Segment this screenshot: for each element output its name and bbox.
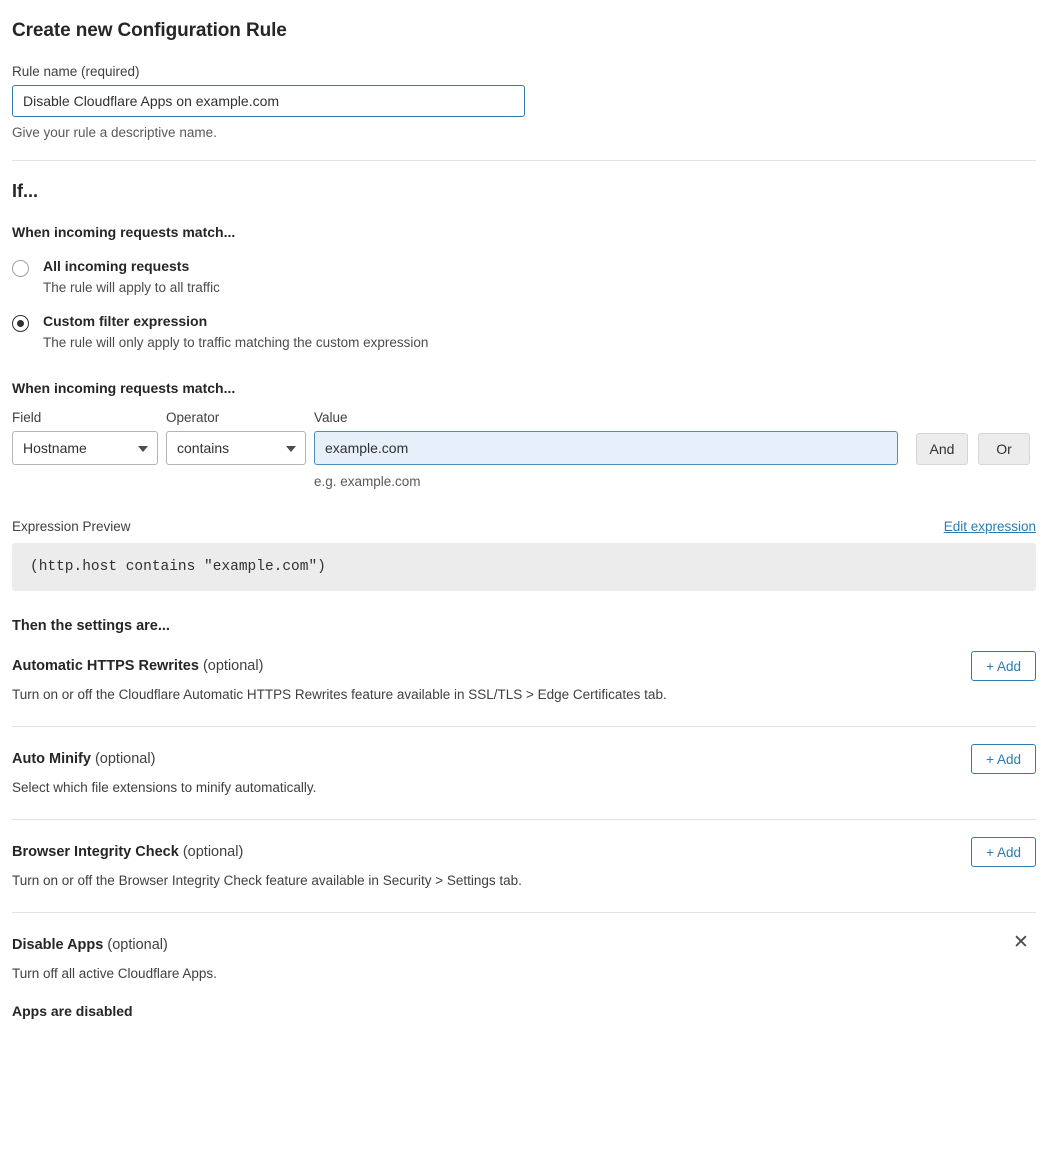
setting-optional-tag: (optional) bbox=[107, 937, 168, 953]
setting-optional-tag: (optional) bbox=[182, 844, 244, 860]
chevron-down-icon bbox=[138, 446, 148, 452]
edit-expression-link[interactable]: Edit expression bbox=[943, 519, 1036, 534]
setting-description: Select which file extensions to minify automatically. bbox=[12, 780, 317, 795]
add-button-automatic-https-rewrites[interactable]: + Add bbox=[971, 651, 1036, 681]
setting-optional-tag: (optional) bbox=[202, 658, 264, 674]
field-label: Field bbox=[12, 410, 42, 425]
setting-auto-minify bbox=[12, 727, 1036, 795]
add-button-auto-minify[interactable]: + Add bbox=[971, 744, 1036, 774]
chevron-down-icon bbox=[286, 446, 296, 452]
setting-browser-integrity-check bbox=[12, 820, 1036, 888]
setting-name: Browser Integrity Check bbox=[12, 844, 179, 860]
value-label: Value bbox=[314, 410, 348, 425]
rule-name-input[interactable] bbox=[12, 85, 525, 117]
setting-description: Turn off all active Cloudflare Apps. bbox=[12, 966, 217, 981]
setting-disable-apps bbox=[12, 913, 1036, 1019]
expression-builder-row bbox=[12, 410, 1036, 489]
page-title: Create new Configuration Rule bbox=[12, 20, 287, 41]
value-column bbox=[314, 410, 898, 489]
expression-preview-box: (http.host contains "example.com") bbox=[12, 543, 1036, 591]
expression-preview-label: Expression Preview bbox=[12, 519, 131, 534]
field-column bbox=[12, 410, 158, 465]
or-button[interactable]: Or bbox=[978, 433, 1030, 465]
radio-icon-all-requests[interactable] bbox=[12, 260, 29, 277]
close-icon[interactable]: ✕ bbox=[1010, 931, 1032, 953]
setting-description: Turn on or off the Browser Integrity Check feature available in Security > Settings tab. bbox=[12, 873, 522, 888]
expression-preview-header bbox=[12, 519, 1036, 534]
rule-name-label: Rule name (required) bbox=[12, 64, 140, 79]
radio-label-all-requests: All incoming requests bbox=[43, 258, 190, 274]
setting-name: Disable Apps bbox=[12, 937, 104, 953]
if-section-title: If... bbox=[12, 181, 38, 201]
and-button[interactable]: And bbox=[916, 433, 968, 465]
apps-status-text: Apps are disabled bbox=[12, 1003, 133, 1019]
radio-desc-all-requests: The rule will apply to all traffic bbox=[43, 280, 220, 295]
radio-icon-custom-filter[interactable] bbox=[12, 315, 29, 332]
setting-automatic-https-rewrites bbox=[12, 634, 1036, 702]
field-select-value: Hostname bbox=[23, 440, 87, 456]
field-select[interactable] bbox=[12, 431, 158, 465]
if-subhead: When incoming requests match... bbox=[12, 224, 236, 240]
operator-select-value: contains bbox=[177, 440, 230, 456]
operator-label: Operator bbox=[166, 410, 220, 425]
then-section-title: Then the settings are... bbox=[12, 618, 170, 634]
radio-option-all-requests[interactable] bbox=[12, 258, 1036, 295]
setting-description: Turn on or off the Cloudflare Automatic HTTPS Rewrites feature available in SSL/TLS > Edge Certificates tab. bbox=[12, 687, 667, 702]
setting-name: Auto Minify bbox=[12, 751, 91, 767]
value-input[interactable] bbox=[314, 431, 898, 465]
expression-builder-subhead: When incoming requests match... bbox=[12, 380, 236, 396]
radio-desc-custom-filter: The rule will only apply to traffic matching the custom expression bbox=[43, 335, 429, 350]
setting-name: Automatic HTTPS Rewrites bbox=[12, 658, 199, 674]
radio-option-custom-filter[interactable] bbox=[12, 313, 1036, 350]
operator-column bbox=[166, 410, 306, 465]
rule-name-helper: Give your rule a descriptive name. bbox=[12, 125, 217, 140]
value-hint: e.g. example.com bbox=[314, 474, 421, 489]
operator-select[interactable] bbox=[166, 431, 306, 465]
setting-optional-tag: (optional) bbox=[94, 751, 156, 767]
divider bbox=[12, 160, 1036, 161]
add-button-browser-integrity-check[interactable]: + Add bbox=[971, 837, 1036, 867]
radio-label-custom-filter: Custom filter expression bbox=[43, 313, 208, 329]
